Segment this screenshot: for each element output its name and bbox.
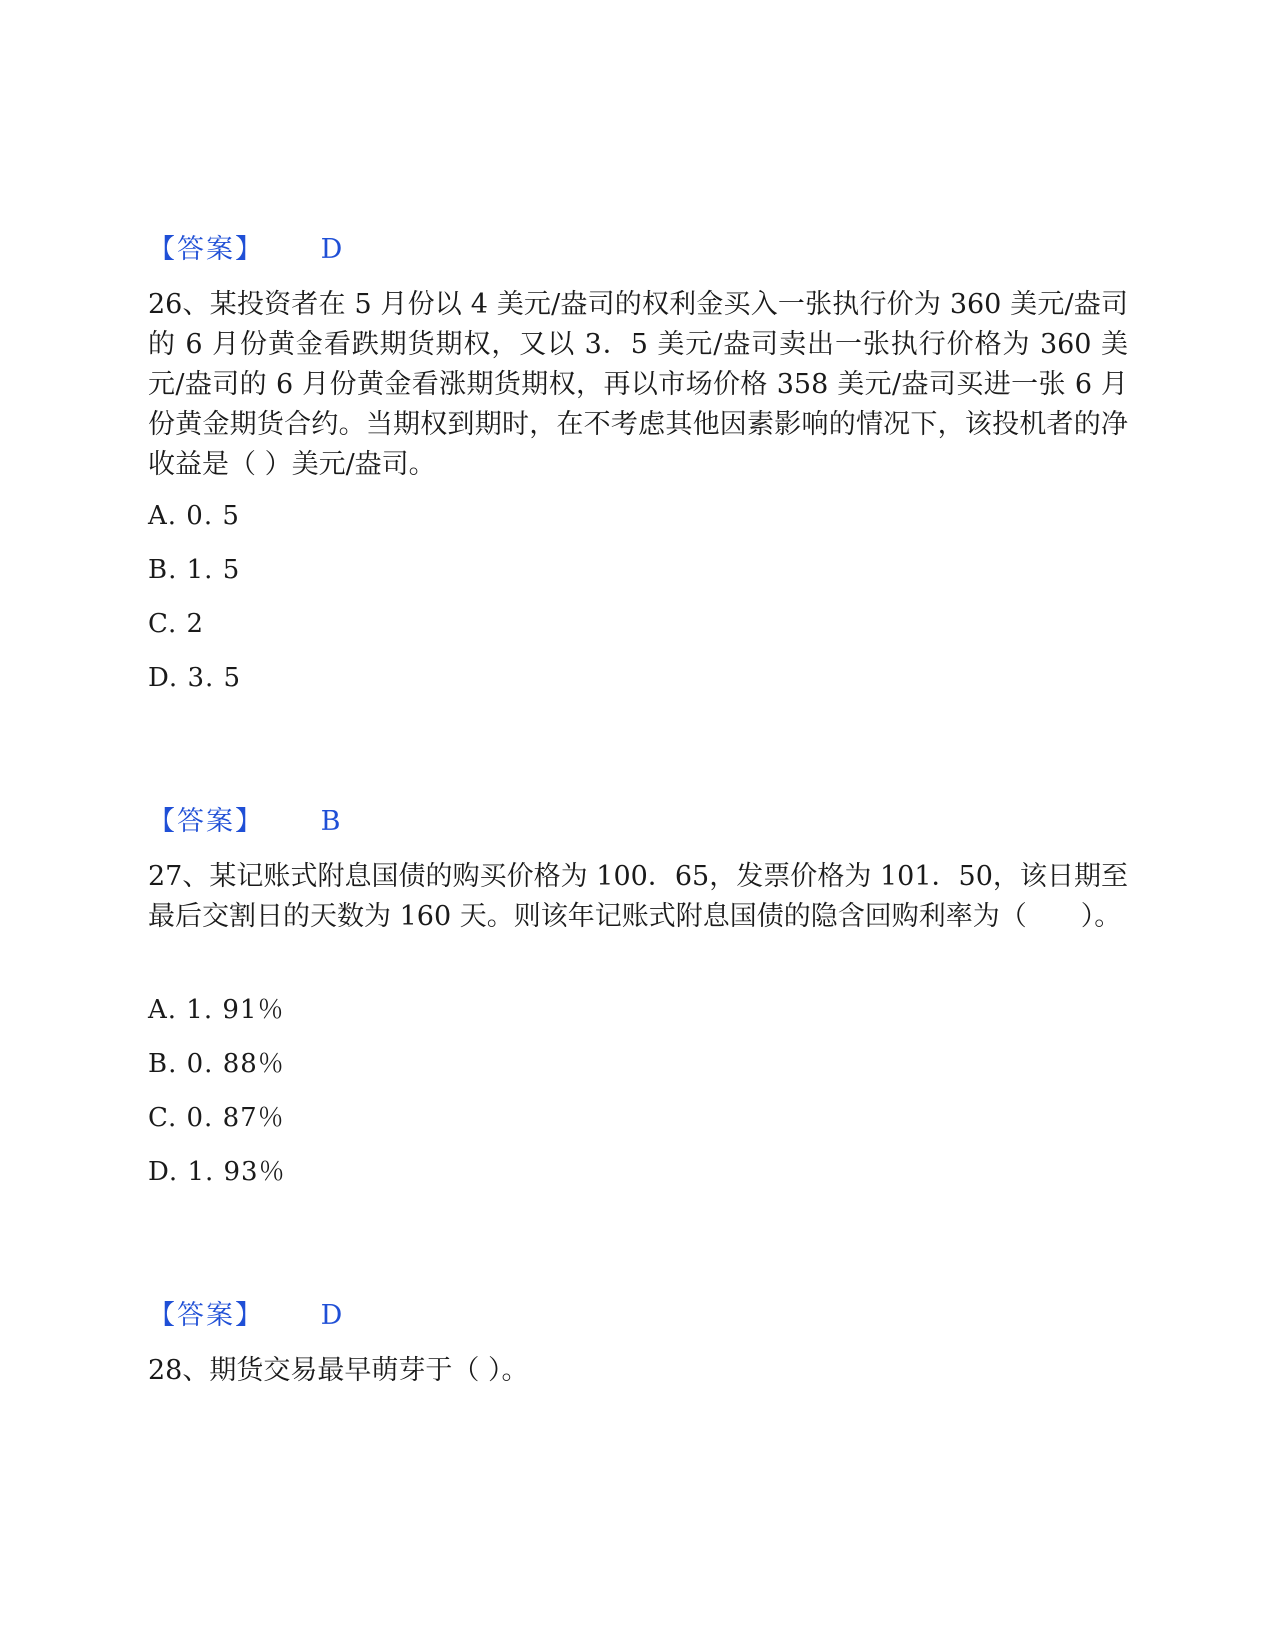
question-26-option-c: C. 2 bbox=[148, 609, 205, 639]
question-27-option-a: A. 1. 91％ bbox=[148, 995, 285, 1025]
answer-label: 【答案】 bbox=[148, 1300, 264, 1331]
question-27-option-b: B. 0. 88％ bbox=[148, 1049, 285, 1079]
answer-value: B bbox=[320, 806, 341, 837]
question-26-option-b: B. 1. 5 bbox=[148, 555, 241, 585]
question-26-option-a: A. 0. 5 bbox=[148, 501, 240, 531]
answer-label: 【答案】 bbox=[148, 234, 264, 265]
question-28-text: 28、期货交易最早萌芽于（ ）。 bbox=[148, 1355, 529, 1386]
question-26-text: 26、某投资者在 5 月份以 4 美元/盎司的权利金买入一张执行价为 360 美元/盎司的 6 月份黄金看跌期货期权，又以 3．5 美元/盎司卖出一张执行价格为 360 美元/盎司的 6 月份黄金看涨期货期权，再以市场价格 358 美元/盎司买进一张 6 月份黄金期货合约。当期权到期时，在不考虑其他因素影响的情况下，该投机者的净收益是（ ）美元/盎司。 bbox=[148, 289, 1128, 480]
answer-value: D bbox=[320, 1300, 343, 1331]
answer-line bbox=[148, 1298, 1128, 1334]
answer-value: D bbox=[320, 234, 343, 265]
answer-line bbox=[148, 804, 1128, 840]
answer-label: 【答案】 bbox=[148, 806, 264, 837]
question-27-text: 27、某记账式附息国债的购买价格为 100．65，发票价格为 101．50，该日期至最后交割日的天数为 160 天。则该年记账式附息国债的隐含回购利率为（ ）。 bbox=[148, 861, 1128, 932]
question-26-option-d: D. 3. 5 bbox=[148, 663, 242, 693]
question-27-option-c: C. 0. 87％ bbox=[148, 1103, 285, 1133]
question-27-option-d: D. 1. 93％ bbox=[148, 1157, 286, 1187]
answer-line bbox=[148, 232, 1128, 268]
